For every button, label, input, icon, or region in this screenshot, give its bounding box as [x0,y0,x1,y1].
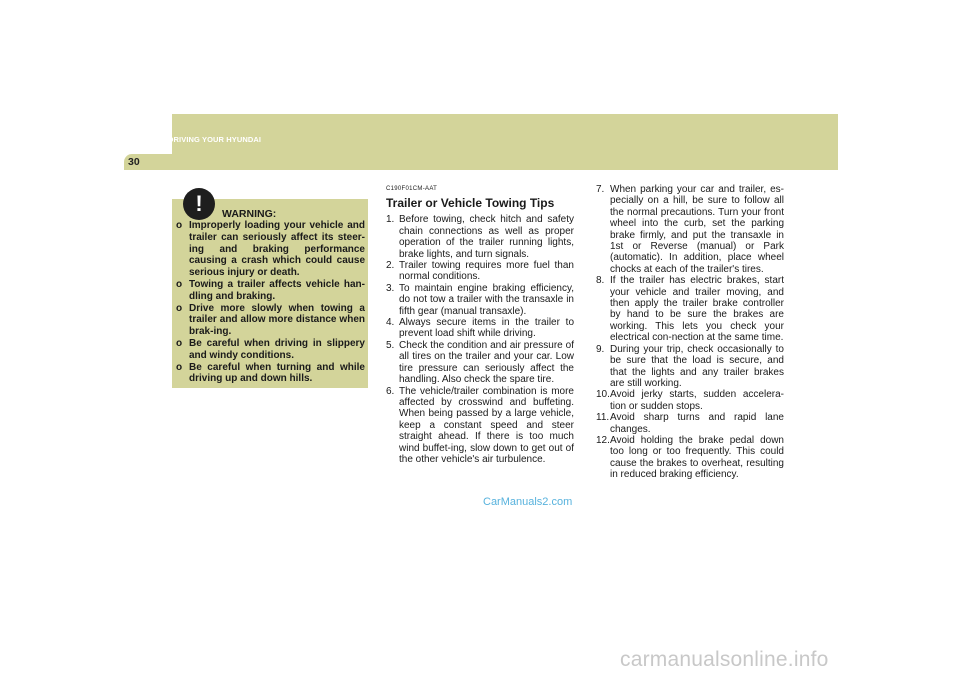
tip-number: 11. [596,412,610,424]
tip-text: Avoid sharp turns and rapid lane changes. [610,412,784,435]
chapter-number: 2 [154,129,164,148]
tip-item [596,435,784,481]
tip-number: 7. [596,184,605,195]
tip-item [596,275,784,343]
tip-number: 8. [596,275,605,287]
chapter-title: DRIVING YOUR HYUNDAI [168,135,262,144]
warning-item: o Drive more slowly when towing a trailer and allow more distance when brak-ing. [172,303,365,338]
tip-item [386,214,574,260]
warning-title: WARNING: [222,208,277,220]
tips-list-right [596,184,784,481]
header-band [172,114,838,170]
tip-text: When parking your car and trailer, es-pecially on a hill, be sure to follow all the normal precautions. Turn your front wheel into the curb, set the parking brake firmly, and put the transaxle in 1st or Reverse (manual) or Park (automatic). In addition, place wheel chocks at each of the trailer's tires. [610,184,784,275]
tip-text: Avoid holding the brake pedal down too long or too frequently. This could cause the brakes to overheat, resulting in reduced braking efficiency. [610,434,784,481]
tips-list-left [386,214,574,465]
tip-text: Trailer towing requires more fuel than normal conditions. [399,260,574,283]
tip-item [596,412,784,435]
warning-exclamation-icon: ! [183,188,215,220]
tip-item [386,283,574,317]
tip-text: Before towing, check hitch and safety chain connections as well as proper operation of the trailer running lights, brake lights, and turn signals. [399,214,574,260]
tip-text: The vehicle/trailer combination is more affected by crosswind and buffeting. When being passed by a large vehicle, keep a constant speed and steer straight ahead. If there is too much wind buffet-ing, slow down to get out of the other vehicle's air turbulence. [399,385,574,465]
tip-number: 9. [596,343,605,355]
tip-number: 5. [386,339,395,351]
tip-text: If the trailer has electric brakes, start your vehicle and trailer moving, and then apply the trailer brake controller by hand to be sure the brakes are working. This lets you check your electrical con-nection at the same time. [610,275,784,344]
tip-number: 1. [386,214,395,226]
tip-text: To maintain engine braking efficiency, do not tow a trailer with the transaxle in fifth gear (manual transaxle). [399,282,574,317]
warning-item: o Be careful when driving in slippery and windy conditions. [172,338,365,362]
tip-number: 10. [596,389,610,401]
watermark-link[interactable]: CarManuals2.com [483,496,573,508]
tip-number: 3. [386,282,395,294]
watermark-site: carmanualsonline.info [620,648,829,671]
warning-item: o Improperly loading your vehicle and trailer can seriously affect its steer-ing and braking performance causing a crash which could cause serious injury or death. [172,220,365,279]
tip-number: 12. [596,434,610,446]
tip-item [596,344,784,390]
section-title: Trailer or Vehicle Towing Tips [386,196,555,211]
page-number: 30 [128,156,140,168]
tip-number: 2. [386,260,395,272]
tip-item [596,389,784,412]
tip-item [596,184,784,275]
warning-list [172,220,365,385]
warning-item: o Be careful when turning and while driving up and down hills. [172,362,365,386]
towing-tips-column-right [596,184,784,481]
tip-number: 6. [386,385,395,397]
towing-tips-column-left [386,184,574,465]
tip-item [386,340,574,386]
tip-text: Avoid jerky starts, sudden accelera-tion or sudden stops. [610,389,784,412]
section-code: C190F01CM-AAT [386,186,438,192]
tip-number: 4. [386,317,395,329]
tip-text: Check the condition and air pressure of all tires on the trailer and your car. Low tire pressure can seriously affect the handling. Also check the spare tire. [399,339,574,386]
tip-item [386,260,574,283]
tip-text: During your trip, check occasionally to be sure that the load is secure, and that the lights and any trailer brakes are still working. [610,343,784,389]
tip-item [386,386,574,466]
warning-item: o Towing a trailer affects vehicle han-dling and braking. [172,279,365,303]
tip-item [386,317,574,340]
tip-text: Always secure items in the trailer to prevent load shift while driving. [399,317,574,340]
